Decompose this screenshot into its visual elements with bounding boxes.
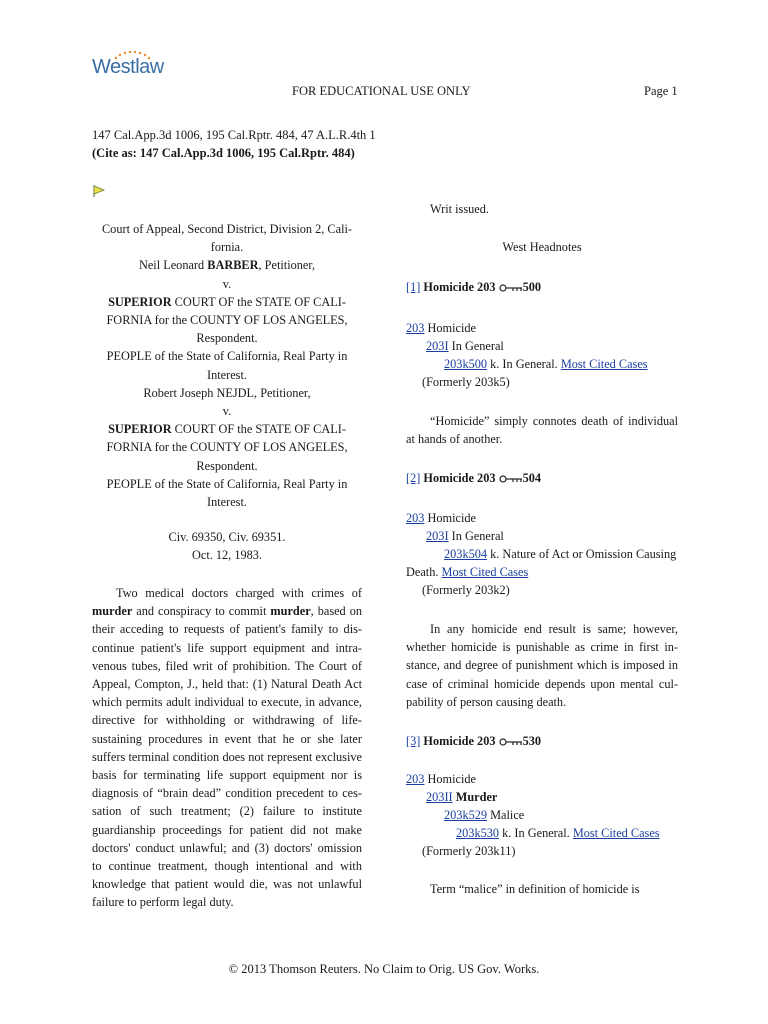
key-icon <box>499 283 523 293</box>
synopsis <box>92 584 362 912</box>
topic-text: Homicide <box>424 321 477 335</box>
logo-text: Westlaw <box>92 56 164 78</box>
key-icon <box>499 474 523 484</box>
synopsis-text: , based on their acceding to requests of patient's family to dis-continue patient's life support equipment and intra-venous tubes, filed writ of prohibition. The Court of Appeal, Compton, J., held that: (1) Natural Death Act which permits adult individual to execute, in advance, directive for withholding or withdrawing of life-sustaining procedures in event that he or she later suffers terminal condition does not represent exclusive basis for terminating life support equipment nor is diagnosis of “brain dead” condition precedent to ces-sation of such treatment; (2) failure to institute guardianship proceedings for patient did not make doctors' conduct unlawful; and (3) doctors' omission to continue treatment, though intentional and with knowledge that patient would die, was not unlawful failure to perform legal duty. <box>92 604 362 910</box>
formerly: (Formerly 203k5) <box>422 375 510 389</box>
topic-text: k. Nature of Act or Omission Causing <box>487 547 677 561</box>
real-party: PEOPLE of the State of California, Real Party in <box>106 476 348 491</box>
key-number: 500 <box>522 280 542 294</box>
topic-link[interactable]: 203k500 <box>444 357 488 371</box>
party-respondent-line: FORNIA for the COUNTY OF LOS ANGELES, <box>106 440 348 455</box>
headnote-2-link[interactable]: [2] <box>406 471 421 485</box>
real-party-line: Interest. <box>207 367 247 382</box>
headnote-3-text: Term “malice” in definition of homicide is <box>430 882 640 896</box>
headnote-3-topics <box>406 770 678 860</box>
flag-icon[interactable] <box>92 184 106 198</box>
topic-text: In General <box>448 339 504 353</box>
docket-block <box>92 528 362 564</box>
court-line: fornia. <box>210 240 244 255</box>
party-name-bold: SUPERIOR <box>108 422 172 437</box>
headnote-topic: Homicide 203 <box>423 471 496 485</box>
west-headnotes-title: West Headnotes <box>502 240 582 254</box>
writ-issued: Writ issued. <box>430 202 489 216</box>
copyright-footer: © 2013 Thomson Reuters. No Claim to Orig. US Gov. Works. <box>228 962 540 976</box>
synopsis-text: and conspiracy to commit <box>132 604 271 619</box>
headnote-1-topics <box>406 319 678 391</box>
party-respondent <box>92 420 362 438</box>
topic-link[interactable]: 203 <box>406 511 425 525</box>
docket-number: Civ. 69350, Civ. 69351. <box>168 530 286 544</box>
respondent-label: Respondent. <box>196 458 258 473</box>
citation-block <box>92 126 376 162</box>
synopsis-bold: murder <box>92 604 133 619</box>
header-notice: FOR EDUCATIONAL USE ONLY <box>292 84 471 98</box>
headnote-topic: Homicide 203 <box>423 734 496 748</box>
headnote-3-link[interactable]: [3] <box>406 734 421 748</box>
most-cited-cases-link[interactable]: Most Cited Cases <box>572 826 660 840</box>
key-icon <box>499 737 523 747</box>
formerly: (Formerly 203k11) <box>422 844 516 858</box>
party-name-bold: BARBER <box>207 258 259 273</box>
party-respondent-line: FORNIA for the COUNTY OF LOS ANGELES, <box>106 313 348 328</box>
topic-link[interactable]: 203 <box>406 772 425 786</box>
respondent-label: Respondent. <box>196 331 258 346</box>
synopsis-bold: murder <box>270 604 311 619</box>
topic-text: k. In General. <box>499 826 573 840</box>
citation-line: 147 Cal.App.3d 1006, 195 Cal.Rptr. 484, 47 A.L.R.4th 1 <box>92 128 376 142</box>
topic-text-bold: Murder <box>455 790 498 804</box>
court-line: Court of Appeal, Second District, Division 2, Cali- <box>101 222 352 236</box>
topic-link[interactable]: 203II <box>426 790 453 804</box>
versus: v. <box>222 276 232 291</box>
versus: v. <box>222 404 232 419</box>
party-name-bold: SUPERIOR <box>108 294 172 309</box>
headnote-1-heading <box>406 278 678 296</box>
key-number: 504 <box>522 471 542 485</box>
real-party: PEOPLE of the State of California, Real Party in <box>106 349 348 364</box>
topic-link[interactable]: 203I <box>426 529 449 543</box>
topic-link[interactable]: 203I <box>426 339 449 353</box>
party-text: COURT OF the STATE OF CALI- <box>171 294 346 309</box>
topic-link[interactable]: 203k530 <box>456 826 500 840</box>
real-party-line: Interest. <box>207 495 247 510</box>
topic-text: In General <box>448 529 504 543</box>
topic-text: Homicide <box>424 511 477 525</box>
topic-text: Malice <box>487 808 525 822</box>
headnote-1-text: “Homicide” simply connotes death of individual at hands of another. <box>406 414 678 447</box>
formerly: (Formerly 203k2) <box>422 583 510 597</box>
case-caption <box>92 220 362 511</box>
page-number: Page 1 <box>644 84 678 98</box>
topic-link[interactable]: 203k504 <box>444 547 488 561</box>
headnote-2-text: In any homicide end result is same; however, whether homicide is punishable as crime in first in-stance, and degree of punishment which is imposed in case of criminal homicide depends upon mental cul-pability of person causing death. <box>406 622 678 709</box>
headnote-3-heading <box>406 732 678 750</box>
party-petitioner-2: Robert Joseph NEJDL, Petitioner, <box>143 385 311 400</box>
party-text: , Petitioner, <box>258 258 316 273</box>
topic-link[interactable]: 203k529 <box>444 808 488 822</box>
party-text: COURT OF the STATE OF CALI- <box>171 422 346 437</box>
topic-link[interactable]: 203 <box>406 321 425 335</box>
headnote-topic: Homicide 203 <box>423 280 496 294</box>
headnote-2-topics <box>406 509 678 599</box>
party-petitioner-1 <box>92 256 362 274</box>
headnote-2-heading <box>406 469 678 487</box>
most-cited-cases-link[interactable]: Most Cited Cases <box>441 565 529 579</box>
party-text: Neil Leonard <box>138 258 208 273</box>
key-number: 530 <box>522 734 542 748</box>
party-respondent <box>92 293 362 311</box>
westlaw-logo <box>92 48 172 78</box>
decision-date: Oct. 12, 1983. <box>191 548 263 563</box>
headnote-1-link[interactable]: [1] <box>406 280 421 294</box>
topic-text: Homicide <box>424 772 477 786</box>
topic-text: Death. <box>406 565 442 579</box>
most-cited-cases-link[interactable]: Most Cited Cases <box>560 357 648 371</box>
topic-text: k. In General. <box>487 357 561 371</box>
cite-as-line: (Cite as: 147 Cal.App.3d 1006, 195 Cal.Rptr. 484) <box>92 146 355 160</box>
synopsis-text: Two medical doctors charged with crimes of <box>116 586 362 600</box>
